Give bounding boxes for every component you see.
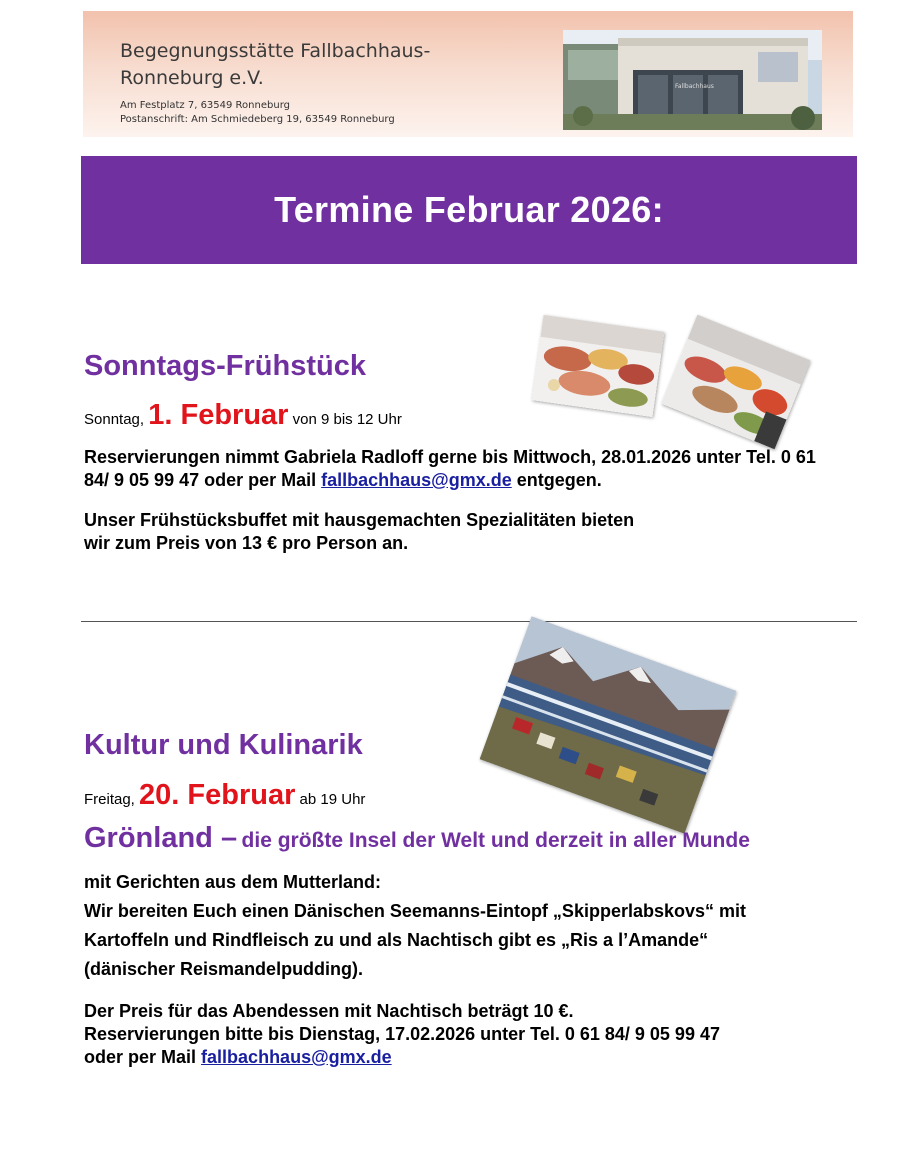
breakfast-photo-right xyxy=(661,315,810,450)
header-banner xyxy=(83,11,853,137)
event-2-headline-big: Grönland – xyxy=(84,822,238,854)
event-2-reservation-line: Reservierungen bitte bis Dienstag, 17.02.2026 unter Tel. 0 61 84/ 9 05 99 47 xyxy=(84,1024,720,1044)
event-1-date-line xyxy=(84,399,402,432)
address-line-1: Am Festplatz 7, 63549 Ronneburg xyxy=(120,100,290,111)
event-1-reservation xyxy=(84,446,844,492)
event-1-buffet-line-2: wir zum Preis von 13 € pro Person an. xyxy=(84,533,409,553)
greenland-photo xyxy=(480,616,737,833)
event-2-menu-line-2: Wir bereiten Euch einen Dänischen Seemanns-Eintopf „Skipperlabskovs“ mit xyxy=(84,901,747,921)
title-band xyxy=(81,156,857,264)
organization-name: Begegnungsstätte Fallbachhaus- Ronneburg e.V. xyxy=(120,40,431,89)
event-1-buffet-line-1: Unser Frühstücksbuffet mit hausgemachten Spezialitäten bieten xyxy=(84,510,635,530)
event-2-menu-line-1: mit Gerichten aus dem Mutterland: xyxy=(84,872,382,892)
event-2-reservation-prefix: oder per Mail xyxy=(84,1047,197,1067)
event-2-menu-line-4: (dänischer Reismandelpudding). xyxy=(84,959,364,979)
event-1-buffet-text xyxy=(84,509,854,555)
breakfast-photo-left xyxy=(532,315,665,417)
event-1-title: Sonntags-Frühstück xyxy=(84,350,366,382)
event-1-date: 1. Februar xyxy=(148,399,289,431)
event-2-menu-line-3: Kartoffeln und Rindfleisch zu und als Nachtisch gibt es „Ris a l’Amande“ xyxy=(84,930,709,950)
event-2-time: ab 19 Uhr xyxy=(299,791,366,808)
event-2-email-link[interactable]: fallbachhaus@gmx.de xyxy=(201,1047,392,1067)
event-2-date: 20. Februar xyxy=(139,779,296,811)
event-2-date-line xyxy=(84,779,365,812)
event-2-title: Kultur und Kulinarik xyxy=(84,729,363,761)
event-1-reservation-text: Reservierungen nimmt Gabriela Radloff gerne bis Mittwoch, 28.01.2026 unter Tel. 0 61 84/ 9 05 99 47 oder per Mail xyxy=(84,447,816,490)
address-block xyxy=(120,99,395,127)
svg-text:Fallbachhaus: Fallbachhaus xyxy=(675,83,714,90)
page-title: Termine Februar 2026: xyxy=(274,189,664,230)
event-2-weekday: Freitag, xyxy=(84,791,135,808)
event-2-headline-small: die größte Insel der Welt und derzeit in aller Munde xyxy=(241,829,750,852)
event-1-email-link[interactable]: fallbachhaus@gmx.de xyxy=(321,470,512,490)
event-2-price-line: Der Preis für das Abendessen mit Nachtisch beträgt 10 €. xyxy=(84,1001,574,1021)
building-photo xyxy=(563,30,822,130)
event-2-menu-text xyxy=(84,868,854,984)
address-line-2: Postanschrift: Am Schmiedeberg 19, 63549 Ronneburg xyxy=(120,114,395,125)
event-2-price-reservation xyxy=(84,1000,854,1069)
event-1-weekday: Sonntag, xyxy=(84,411,145,428)
event-1-time: von 9 bis 12 Uhr xyxy=(292,411,402,428)
event-2-headline xyxy=(84,822,750,855)
event-1-reservation-suffix: entgegen. xyxy=(516,470,602,490)
section-divider xyxy=(81,621,857,622)
